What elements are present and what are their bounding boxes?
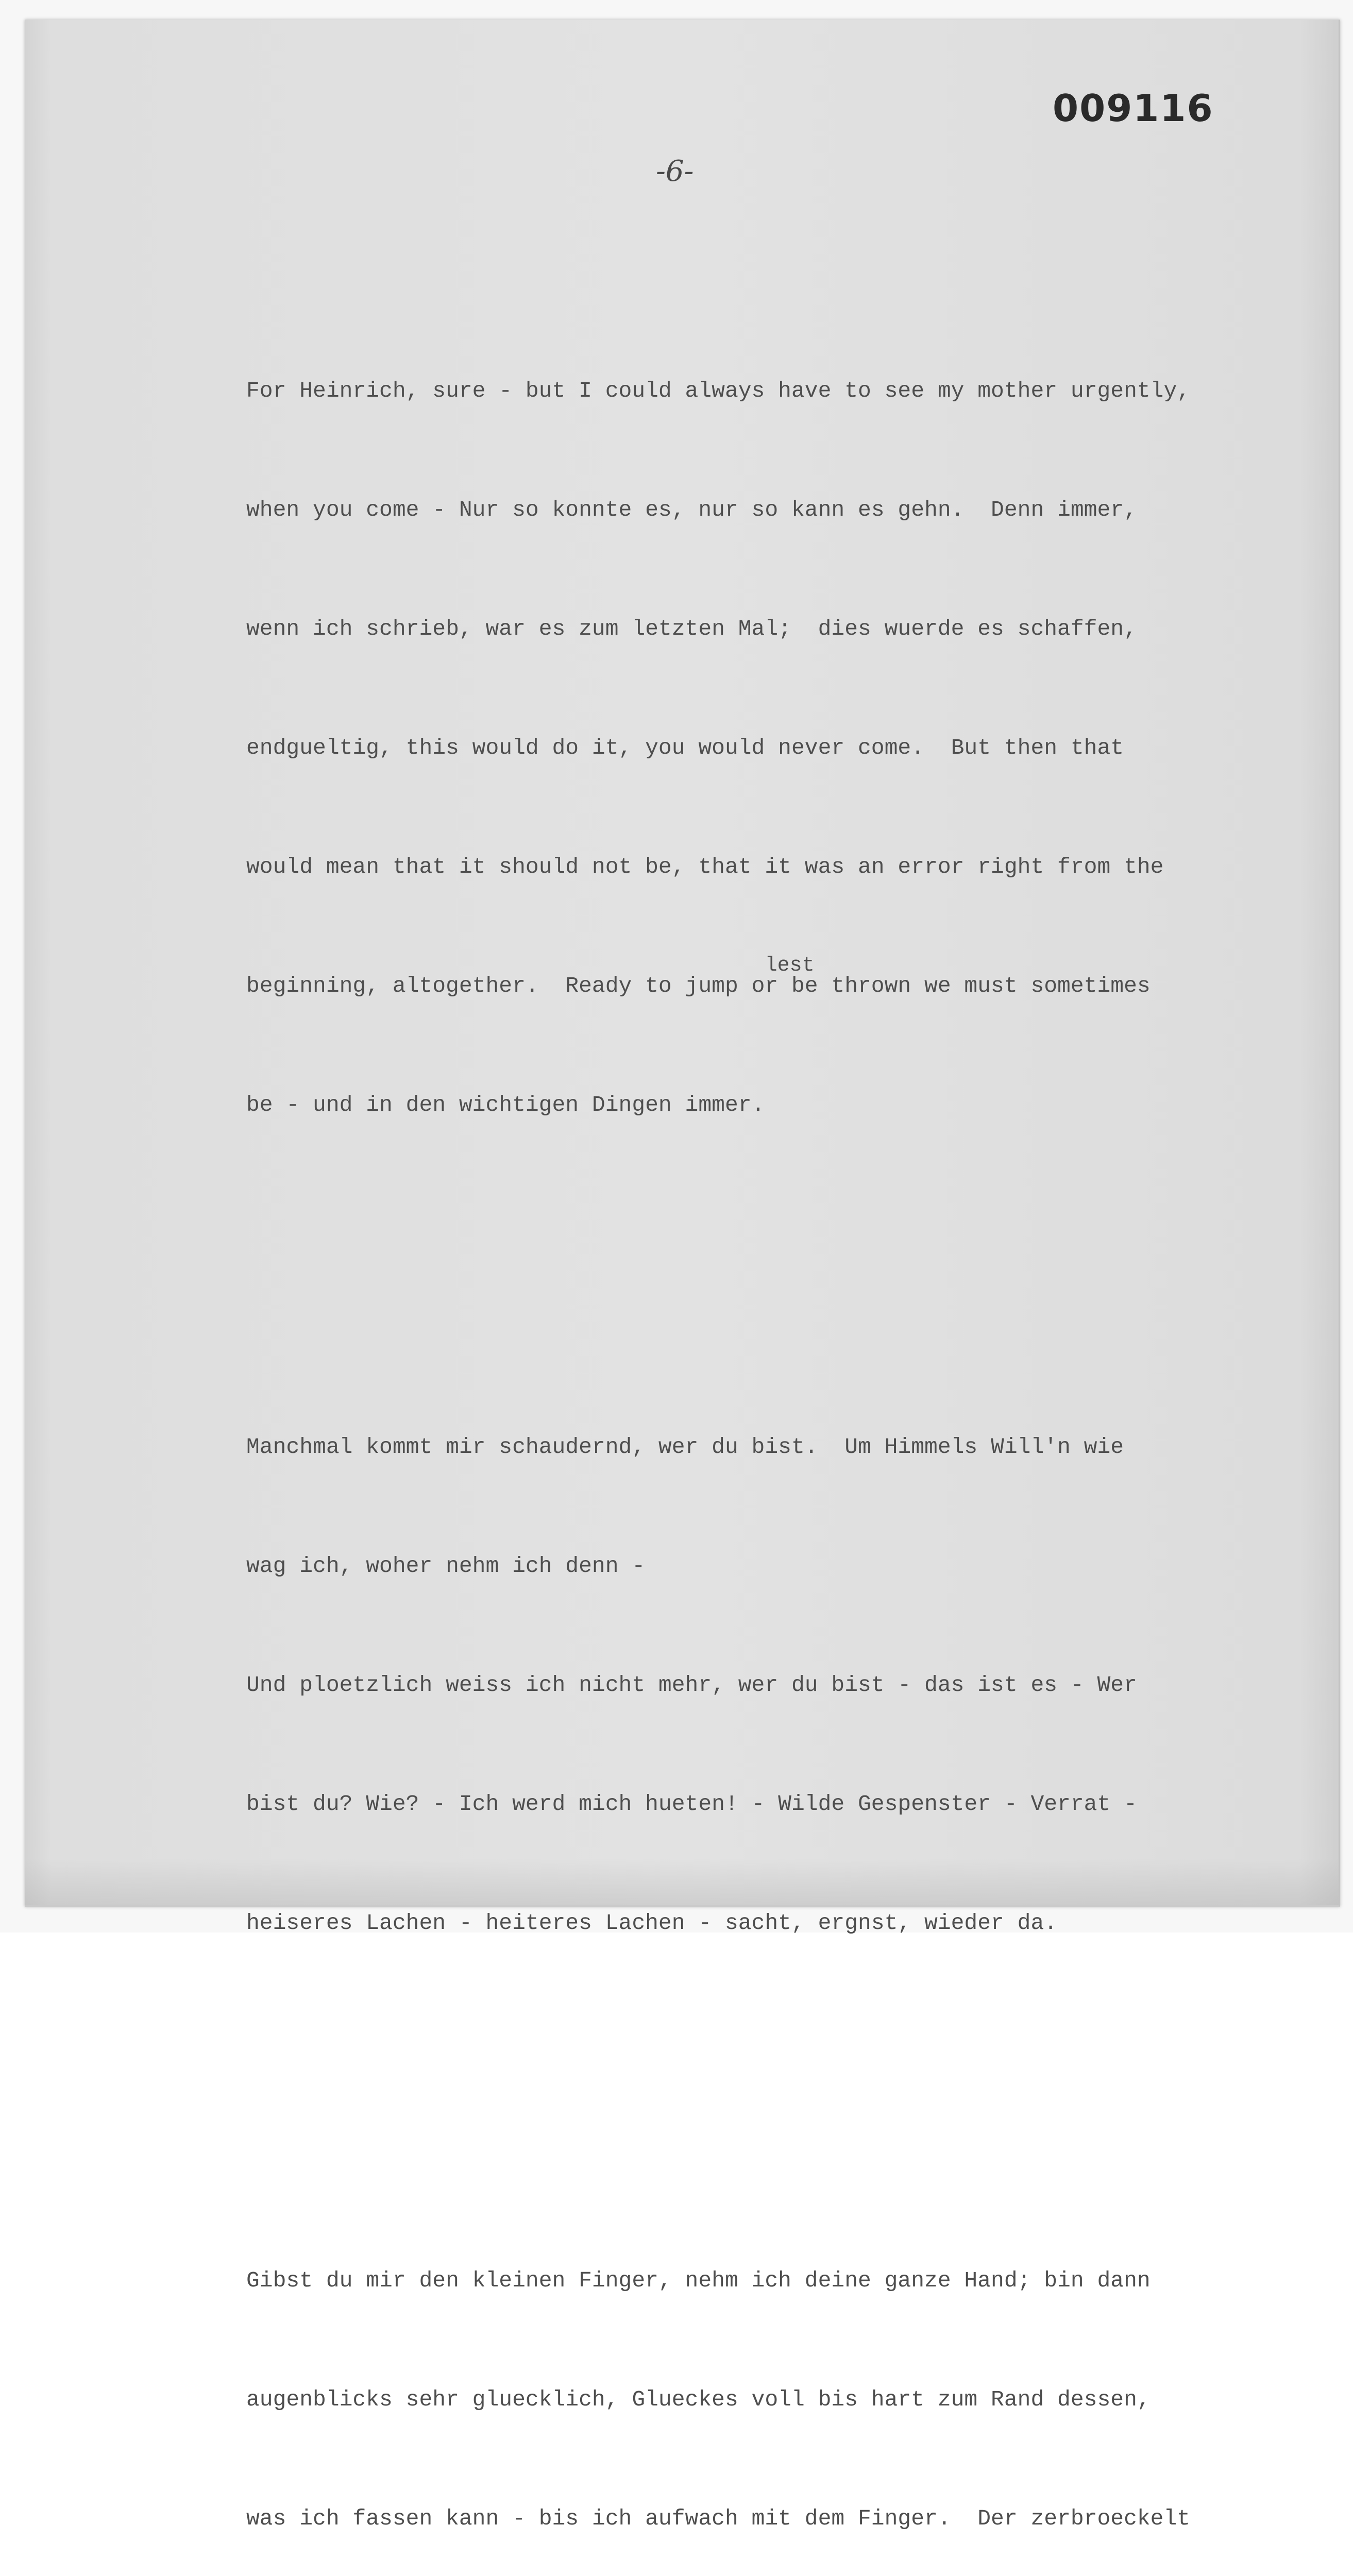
text-line: wenn ich schrieb, war es zum letzten Mal; dies wuerde es schaffen,: [246, 616, 1137, 641]
paragraph-3: [246, 2181, 1308, 2576]
letter-body: [246, 212, 1308, 2576]
text-line: wag ich, woher nehm ich denn -: [246, 1553, 646, 1579]
text-line: For Heinrich, sure - but I could always have to see my mother urgently,: [246, 378, 1191, 403]
text-line: Manchmal kommt mir schaudernd, wer du bist. Um Himmels Will'n wie: [246, 1434, 1124, 1460]
text-line: Gibst du mir den kleinen Finger, nehm ich deine ganze Hand; bin dann: [246, 2268, 1151, 2293]
text-line: heiseres Lachen - heiteres Lachen - sacht, ergnst, wieder da.: [246, 1910, 1058, 1936]
corrected-word: [751, 954, 815, 998]
text-fragment: be thrown we must sometimes: [778, 973, 1151, 998]
text-line-with-insertion: [246, 954, 1308, 1006]
page-number: -6-: [656, 155, 694, 188]
text-line: augenblicks sehr gluecklich, Glueckes voll bis hart zum Rand dessen,: [246, 2387, 1151, 2412]
text-fragment: beginning, altogether. Ready to jump: [246, 973, 752, 998]
text-line: when you come - Nur so konnte es, nur so kann es gehn. Denn immer,: [246, 497, 1137, 522]
original-word: or: [751, 973, 779, 998]
text-line: was ich fassen kann - bis ich aufwach mit dem Finger. Der zerbroeckelt: [246, 2506, 1191, 2531]
document-number: 009116: [1053, 87, 1214, 130]
text-line: would mean that it should not be, that it was an error right from the: [246, 854, 1164, 879]
inserted-word: lest: [765, 954, 815, 977]
text-line: endgueltig, this would do it, you would never come. But then that: [246, 735, 1124, 760]
text-line: bist du? Wie? - Ich werd mich hueten! - Wilde Gespenster - Verrat -: [246, 1791, 1137, 1817]
text-line: be - und in den wichtigen Dingen immer.: [246, 1092, 765, 1117]
text-line: Und ploetzlich weiss ich nicht mehr, wer du bist - das ist es - Wer: [246, 1672, 1137, 1698]
paragraph-1: [246, 292, 1308, 1204]
paragraph-2: [246, 1348, 1308, 2022]
